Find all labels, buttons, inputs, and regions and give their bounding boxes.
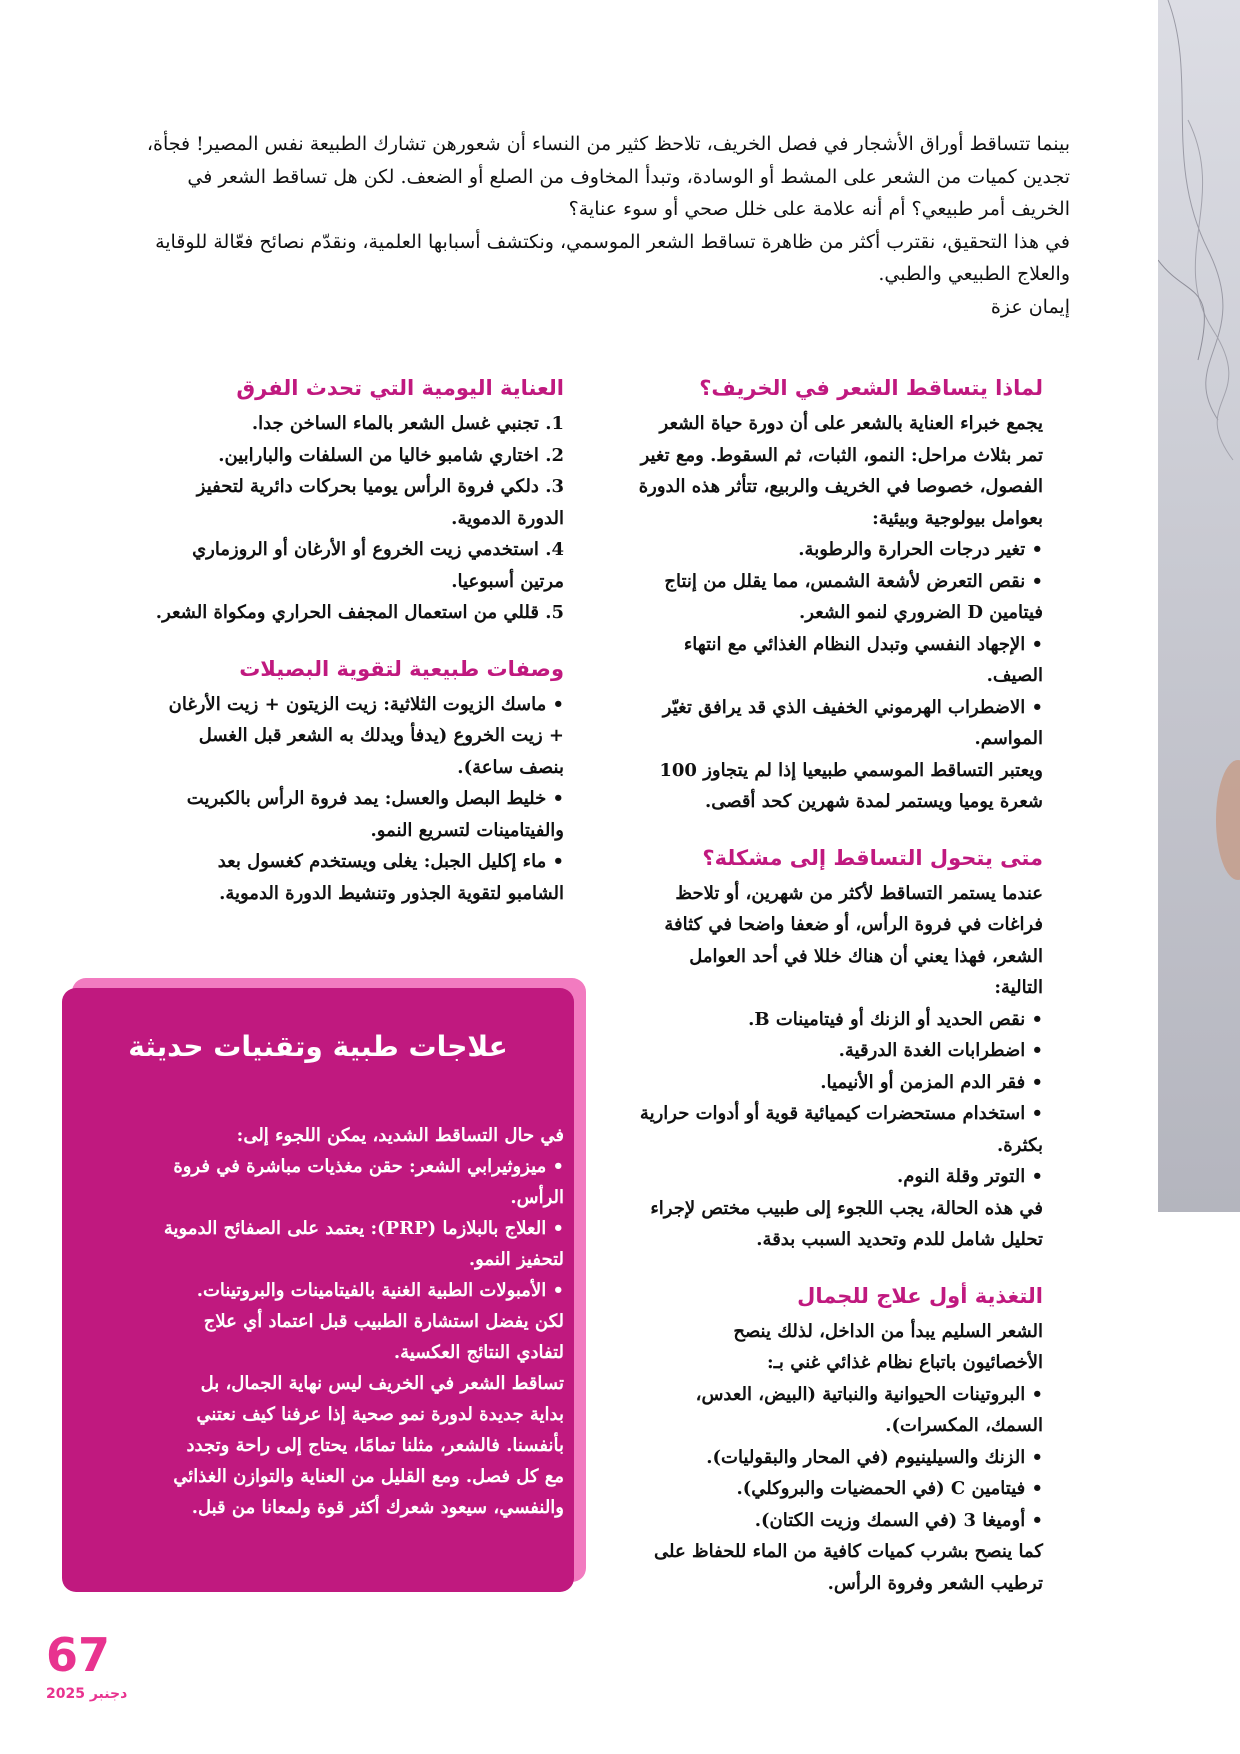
intro-text bbox=[90, 128, 1070, 323]
side-photo bbox=[1158, 0, 1240, 1212]
text-line: • اضطرابات الغدة الدرقية. bbox=[838, 1040, 1043, 1061]
right-column bbox=[575, 374, 1043, 1625]
text-line: • نقص الحديد أو الزنك أو فيتامينات B. bbox=[748, 1008, 1043, 1030]
text-line: • فقر الدم المزمن أو الأنيميا. bbox=[820, 1071, 1043, 1093]
text-line: الأخصائيون باتباع نظام غذائي غني بـ: bbox=[767, 1352, 1043, 1373]
text-line: التالية: bbox=[994, 977, 1043, 998]
box-line: والنفسي، سيعود شعرك أكثر قوة ولمعانا من قبل. bbox=[191, 1497, 564, 1518]
section-natural-recipes bbox=[124, 655, 564, 910]
box-title: علاجات طبية وتقنيات حديثة bbox=[128, 1030, 508, 1063]
text-line: في هذه الحالة، يجب اللجوء إلى طبيب مختص لإجراء bbox=[650, 1197, 1043, 1219]
text-line: بعوامل بيولوجية وبيئية: bbox=[872, 507, 1043, 529]
box-line: بأنفسنا. فالشعر، مثلنا تمامًا، يحتاج إلى راحة وتجدد bbox=[186, 1435, 564, 1456]
text-line: تمر بثلاث مراحل: النمو، الثبات، ثم السقوط. ومع تغير bbox=[640, 444, 1043, 466]
text-line: • الاضطراب الهرموني الخفيف الذي قد يرافق تغيّر bbox=[662, 696, 1043, 718]
text-line: كما ينصح بشرب كميات كافية من الماء للحفاظ على bbox=[654, 1541, 1043, 1562]
page-number: 67 bbox=[46, 1628, 111, 1682]
section-heading: العناية اليومية التي تحدث الفرق bbox=[236, 376, 564, 400]
box-line: لتفادي النتائج العكسية. bbox=[393, 1342, 564, 1363]
box-line: في حال التساقط الشديد، يمكن اللجوء إلى: bbox=[236, 1125, 564, 1146]
section-heading: التغذية أول علاج للجمال bbox=[797, 1283, 1043, 1308]
text-line: • ماسك الزيوت الثلاثية: زيت الزيتون + زيت الأرغان bbox=[168, 693, 564, 715]
text-line: 4. استخدمي زيت الخروع أو الأرغان أو الروزماري bbox=[192, 539, 564, 560]
text-line: • أوميغا 3 (في السمك وزيت الكتان). bbox=[754, 1509, 1043, 1531]
section-nutrition bbox=[575, 1282, 1043, 1600]
box-line: مع كل فصل. ومع القليل من العناية والتوازن الغذائي bbox=[173, 1466, 564, 1487]
section-why-hair-falls bbox=[575, 374, 1043, 818]
issue-date: دجنبر 2025 bbox=[46, 1686, 128, 1702]
box-line: بداية جديدة لدورة نمو صحية إذا عرفنا كيف نعتني bbox=[196, 1404, 564, 1425]
text-line: + زيت الخروع (يدفأ ويدلك به الشعر قبل الغسل bbox=[198, 725, 564, 746]
hair-strands-illustration bbox=[1158, 0, 1240, 1212]
text-line: والفيتامينات لتسريع النمو. bbox=[370, 819, 564, 841]
text-line: شعرة يوميا ويستمر لمدة شهرين كحد أقصى. bbox=[704, 791, 1043, 812]
intro-line: والعلاج الطبيعي والطبي. bbox=[878, 263, 1070, 285]
medical-treatments-box bbox=[62, 978, 586, 1594]
text-line: ترطيب الشعر وفروة الرأس. bbox=[827, 1572, 1043, 1594]
text-line: فيتامين D الضروري لنمو الشعر. bbox=[799, 602, 1043, 623]
text-line: عندما يستمر التساقط لأكثر من شهرين، أو تلاحظ bbox=[675, 882, 1043, 904]
text-line: • البروتينات الحيوانية والنباتية (البيض، العدس، bbox=[695, 1383, 1043, 1405]
text-line: • خليط البصل والعسل: يمد فروة الرأس بالكبريت bbox=[186, 788, 564, 809]
intro-line: تجدين كميات من الشعر على المشط أو الوسادة، وتبدأ المخاوف من الصلع أو الضعف. لكن هل تساقط الشعر في bbox=[187, 165, 1070, 188]
text-line: 1. تجنبي غسل الشعر بالماء الساخن جدا. bbox=[251, 413, 564, 434]
box-line: لتحفيز النمو. bbox=[468, 1249, 564, 1270]
text-line: ويعتبر التساقط الموسمي طبيعيا إذا لم يتجاوز 100 bbox=[659, 759, 1043, 781]
text-line: • استخدام مستحضرات كيميائية قوية أو أدوات حرارية bbox=[639, 1103, 1043, 1124]
text-line: الدورة الدموية. bbox=[451, 507, 564, 529]
text-line: المواسم. bbox=[974, 728, 1043, 749]
intro-line: الخريف أمر طبيعي؟ أم أنه علامة على خلل صحي أو سوء عناية؟ bbox=[568, 198, 1070, 220]
text-line: 2. اختاري شامبو خاليا من السلفات والبارابين. bbox=[218, 444, 564, 466]
box-panel bbox=[62, 988, 574, 1592]
section-daily-care bbox=[124, 374, 564, 629]
text-line: الفصول، خصوصا في الخريف والربيع، تتأثر هذه الدورة bbox=[638, 476, 1043, 497]
text-line: الصيف. bbox=[986, 665, 1043, 686]
text-line: الشامبو لتقوية الجذور وتنشيط الدورة الدموية. bbox=[219, 882, 564, 904]
text-line: يجمع خبراء العناية بالشعر على أن دورة حياة الشعر bbox=[659, 413, 1043, 434]
text-line: • تغير درجات الحرارة والرطوبة. bbox=[798, 539, 1043, 560]
text-line: تحليل شامل للدم وتحديد السبب بدقة. bbox=[756, 1229, 1043, 1250]
text-line: مرتين أسبوعيا. bbox=[451, 570, 564, 592]
text-line: بكثرة. bbox=[996, 1134, 1043, 1156]
box-line: تساقط الشعر في الخريف ليس نهاية الجمال، بل bbox=[200, 1373, 564, 1394]
text-line: • فيتامين C (في الحمضيات والبروكلي). bbox=[736, 1478, 1043, 1499]
text-line: • الإجهاد النفسي وتبدل النظام الغذائي مع انتهاء bbox=[683, 633, 1043, 655]
text-line: الشعر، فهذا يعني أن هناك خللا في أحد العوامل bbox=[689, 945, 1043, 967]
text-line: السمك، المكسرات). bbox=[885, 1415, 1043, 1436]
text-line: فراغات في فروة الرأس، أو ضعفا واضحا في كثافة bbox=[664, 914, 1043, 935]
text-line: • نقص التعرض لأشعة الشمس، مما يقلل من إنتاج bbox=[664, 570, 1043, 592]
box-line: الرأس. bbox=[510, 1187, 564, 1208]
section-heading: لماذا يتساقط الشعر في الخريف؟ bbox=[699, 376, 1043, 400]
text-line: الشعر السليم يبدأ من الداخل، لذلك ينصح bbox=[733, 1320, 1043, 1342]
intro-line: في هذا التحقيق، نقترب أكثر من ظاهرة تساقط الشعر الموسمي، ونكتشف أسبابها العلمية، ونقدّم نصائح فعّالة للوقاية bbox=[155, 230, 1070, 253]
text-line: • ماء إكليل الجبل: يغلى ويستخدم كغسول بعد bbox=[217, 851, 564, 872]
text-line: 5. قللي من استعمال المجفف الحراري ومكواة الشعر. bbox=[155, 602, 564, 623]
section-heading: متى يتحول التساقط إلى مشكلة؟ bbox=[702, 845, 1043, 870]
section-heading: وصفات طبيعية لتقوية البصيلات bbox=[239, 656, 564, 681]
text-line: 3. دلكي فروة الرأس يوميا بحركات دائرية لتحفيز bbox=[196, 476, 564, 497]
text-line: • التوتر وقلة النوم. bbox=[897, 1166, 1043, 1187]
intro-line: بينما تتساقط أوراق الأشجار في فصل الخريف، تلاحظ كثير من النساء أن شعورهن تشارك الطبيعة نفس المصير! فجأة، bbox=[146, 133, 1070, 155]
box-line: • ميزوثيرابي الشعر: حقن مغذيات مباشرة في فروة bbox=[173, 1156, 564, 1177]
left-column bbox=[124, 374, 564, 935]
box-line: • العلاج بالبلازما (PRP): يعتمد على الصفائح الدموية bbox=[163, 1218, 564, 1239]
section-when-problem bbox=[575, 844, 1043, 1256]
text-line: • الزنك والسيلينيوم (في المحار والبقوليات). bbox=[706, 1446, 1043, 1468]
author-name: إيمان عزة bbox=[990, 295, 1070, 318]
box-line: لكن يفضل استشارة الطبيب قبل اعتماد أي علاج bbox=[203, 1311, 564, 1332]
box-body bbox=[72, 1120, 564, 1523]
text-line: بنصف ساعة). bbox=[457, 756, 564, 778]
box-line: • الأمبولات الطبية الغنية بالفيتامينات والبروتينات. bbox=[196, 1280, 564, 1301]
